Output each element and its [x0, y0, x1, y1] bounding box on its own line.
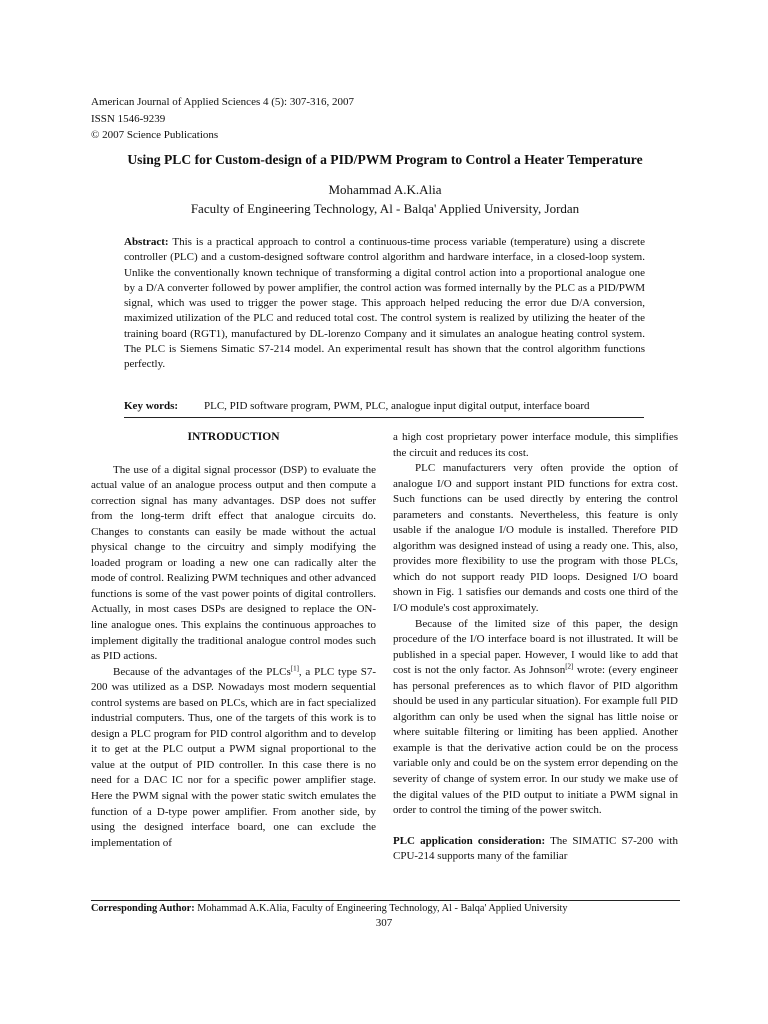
intro-paragraph-2-start: Because of the advantages of the PLCs	[113, 665, 291, 678]
plc-application-text: The SIMATIC S7-200 with CPU-214 supports many of the familiar	[393, 834, 678, 863]
right-paragraph-2-start: Because of the limited size of this paper, the design procedure of the I/O interface board is not illustrated. It will be published in a special paper. However, I would like to add that cost is not the only factor. As Johnson	[393, 617, 678, 677]
issn: ISSN 1546-9239	[91, 112, 166, 125]
section-heading-introduction: INTRODUCTION	[187, 431, 280, 443]
right-paragraph-continued: a high cost proprietary power interface module, this simplifies the circuit and reduces its cost.	[393, 431, 678, 459]
keywords-label: Key words:	[124, 400, 179, 412]
intro-paragraph-2-rest: , a PLC type S7-200 was utilized as a DSP. Nowadays most modern sequential control systems are based on PLCs, which are in fact specialized industrial computers. Thus, one of the targets of this work is to design a PLC program for PID control algorithm and to develop it to get at the PLC output a PWM signal proportional to the value at the output of PID controller. In this case there is no need for a DAC IC nor for a specific power amplifier stage. Here the PWM signal with the power static switch emulates the function of a D-type power amplifier. From another side, by using the designed interface board, one can exclude the implementation of	[91, 665, 376, 849]
subsection-heading-plc-application: PLC application consideration:	[393, 834, 546, 847]
right-paragraph-2-rest: wrote: (every engineer has personal preferences as to which flavor of PID algorithm should be used in any particular situation). For example full PID algorithm can only be used when the signal has little noise or where suitable filtering or limiting has been applied. Another example is that the derivative action could be on the process variable only and could be on the system error depending on the severity of change of system error. In our study we make use of the digital values of the PID output to initiate a PWM signal in order to control the timing of the power switch.	[393, 664, 679, 817]
author-name: Mohammad A.K.Alia	[328, 182, 442, 197]
right-paragraph-1: PLC manufacturers very often provide the option of analogue I/O and support instant PID functions for extra cost. Such functions can be used directly by entering the control parameters and constants. Nevertheless, this feature is only usable if the analogue I/O module is installed. Therefore PID algorithm was designed instead of using a ready one. This, also, provides more flexibility to use the program with those PLCs, which do not support ready PID loops. Designed I/O board shown in Fig. 1 satisfies our demands and costs one third of the I/O module's cost approximately.	[393, 462, 678, 615]
footer-divider	[91, 900, 680, 901]
right-paragraph-2	[393, 617, 678, 819]
keywords-divider	[124, 417, 644, 418]
copyright: © 2007 Science Publications	[91, 129, 219, 141]
intro-paragraph-2	[91, 665, 376, 852]
corresponding-author-label: Corresponding Author:	[91, 903, 195, 914]
citation-ref-2: [2]	[565, 662, 574, 671]
keywords	[124, 400, 648, 412]
author-affiliation: Faculty of Engineering Technology, Al - Balqa' Applied University, Jordan	[190, 201, 580, 216]
abstract-text: This is a practical approach to control a continuous-time process variable (temperature) using a discrete controller (PLC) and a custom-designed software control algorithm and hardware interface, in a closed-loop system. Unlike the conventionally known technique of transforming a digital control action into a proportional analogue one by a D/A converter followed by power amplifier, the control action was formed internally by the PLC as a PID/PWM signal, which was used to trigger the power stage. This approach helped reducing the error due D/A conversion, maximized utilization of the PLC and reduced total cost. The control system is realized by utilizing the heater of the training board (RGT1), manufactured by DL-lorenzo Company and it simulates an analogue heating control system. The PLC is Siemens Simatic S7-214 model. An experimental result has shown that the control algorithm functions perfectly.	[124, 236, 645, 371]
plc-application-paragraph	[393, 834, 678, 865]
citation-ref-1: [1]	[290, 664, 299, 672]
paper-title: Using PLC for Custom-design of a PID/PWM Program to Control a Heater Temperature	[127, 152, 643, 167]
corresponding-author	[91, 903, 568, 914]
intro-paragraph-1: The use of a digital signal processor (DSP) to evaluate the actual value of an analogue process output and then compute a correction signal has many advantages. DSP does not suffer from the long-term drift effect that analogue circuits do. Changes to constants can easily be made without the actual physical change to the circuitry and simply modifying the loaded program or loading a new one can radically alter the mode of control. Realizing PWM techniques and other advanced functions is some of the vast power points of digital controllers. Actually, in most cases DSPs are designed to replace the ON-line analogue ones. This explains the continuous approaches to implement digitally the traditional analogue control modes such as PID actions.	[91, 463, 376, 663]
journal-citation: American Journal of Applied Sciences 4 (5): 307-316, 2007	[91, 96, 355, 108]
page-number: 307	[375, 917, 393, 929]
journal-header	[91, 94, 354, 144]
abstract	[124, 235, 645, 373]
abstract-label: Abstract:	[124, 236, 169, 248]
keywords-text: PLC, PID software program, PWM, PLC, analogue input digital output, interface board	[204, 400, 590, 412]
right-column	[393, 430, 678, 865]
left-column	[91, 430, 376, 851]
corresponding-author-text: Mohammad A.K.Alia, Faculty of Engineering Technology, Al - Balqa' Applied University	[194, 903, 568, 914]
